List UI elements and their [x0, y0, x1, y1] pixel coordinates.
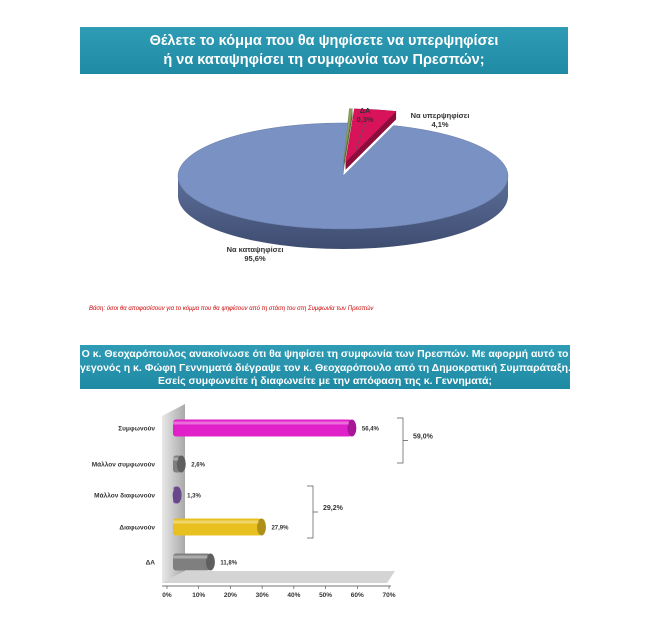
- category-label: Διαφωνούν: [119, 524, 155, 532]
- pie-chart-title-line1: Θέλετε το κόμμα που θα ψηφίσετε να υπερψηφίσει: [149, 33, 499, 49]
- bar-group: [173, 456, 186, 473]
- x-tick-label: 10%: [192, 592, 206, 599]
- bar-highlight: [173, 521, 258, 524]
- x-tick-label: 30%: [255, 592, 269, 599]
- bar-value-label: 11,8%: [220, 560, 238, 567]
- pie-slice-label: Να καταψηφίσει: [226, 245, 284, 254]
- category-label: Μάλλον διαφωνούν: [94, 492, 155, 500]
- group-total-label: 29,2%: [323, 505, 343, 512]
- pie-slice-value-label: 0,3%: [356, 115, 374, 124]
- bar-chart-title-line3: Εσείς συμφωνείτε ή διαφωνείτε με την απόφαση της κ. Γεννηματά;: [157, 375, 493, 387]
- group-bracket: [307, 486, 318, 538]
- bar-highlight: [173, 422, 349, 425]
- bar-highlight: [173, 458, 178, 461]
- bar-value-label: 56,4%: [361, 426, 379, 433]
- category-label: ΔΑ: [145, 559, 155, 567]
- pie-chart-footnote: Βάση: όσοι θα αποφασίσουν για το κόμμα που θα ψηφίσουν από τη στάση του στη Συμφωνία των Πρεσπών: [89, 306, 374, 312]
- pie-slice-value-label: 4,1%: [431, 120, 449, 129]
- pie-slice-label: Να υπερψηφίσει: [410, 111, 470, 120]
- x-tick-label: 50%: [319, 592, 333, 599]
- bar-group: [173, 420, 356, 437]
- bar-value-label: 27,9%: [271, 525, 289, 532]
- x-tick-label: 20%: [223, 592, 237, 599]
- group-bracket: [397, 418, 408, 463]
- bar-value-label: 1,3%: [187, 493, 201, 500]
- x-tick-label: 0%: [162, 592, 172, 599]
- group-total-label: 59,0%: [413, 433, 433, 441]
- bar-chart-floor: [162, 571, 395, 583]
- bar-highlight: [173, 489, 174, 492]
- bar-group: [173, 519, 266, 536]
- x-tick-label: 60%: [350, 592, 364, 599]
- bar-chart-title-line2: γεγονός η κ. Φώφη Γεννηματά διέγραψε τον κ. Θεοχαρόπουλο από τη Δημοκρατική Συμπαράταξη.: [80, 361, 571, 374]
- bar-highlight: [173, 556, 207, 559]
- x-tick-label: 70%: [382, 592, 396, 599]
- pie-slice-value-label: 95,6%: [244, 254, 266, 263]
- bar-group: [173, 487, 182, 504]
- bar-chart-title-line1: Ο κ. Θεοχαρόπουλος ανακοίνωσε ότι θα ψηφίσει τη συμφωνία των Πρεσπών. Με αφορμή αυτό το: [81, 348, 569, 360]
- category-label: Συμφωνούν: [118, 425, 155, 433]
- pie-chart-title-line2: ή να καταψηφίσει τη συμφωνία των Πρεσπών;: [163, 52, 485, 68]
- bar-group: [173, 554, 215, 571]
- bar-value-label: 2,6%: [191, 462, 205, 469]
- x-tick-label: 40%: [287, 592, 301, 599]
- category-label: Μάλλον συμφωνούν: [91, 461, 155, 469]
- pie-slice-label: ΔΑ: [359, 106, 371, 115]
